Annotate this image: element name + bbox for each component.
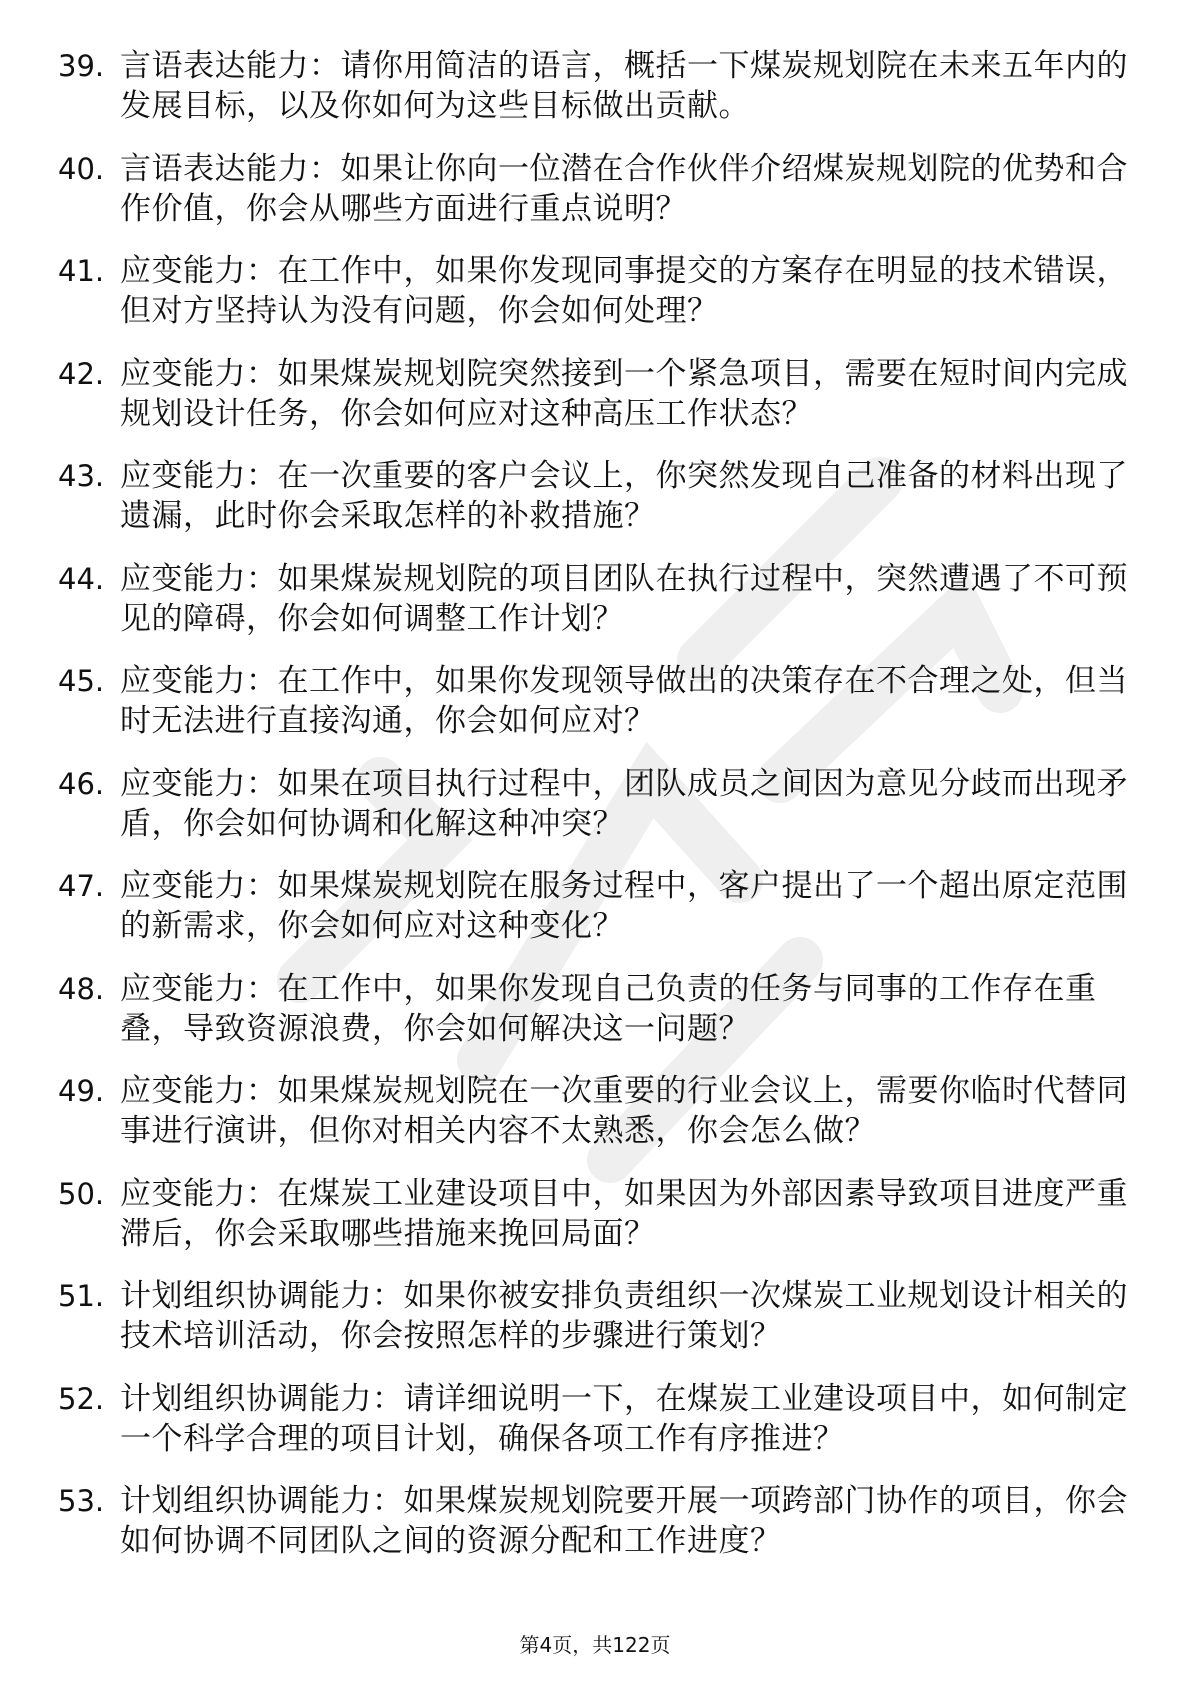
question-item-39 (58, 46, 1138, 126)
question-item-42 (58, 354, 1138, 434)
question-number: 46. (58, 766, 105, 801)
question-number: 49. (58, 1074, 105, 1108)
question-text: 计划组织协调能力：如果煤炭规划院要开展一项跨部门协作的项目，你会如何协调不同团队之间的资源分配和工作进度？ (120, 1483, 1128, 1559)
question-text: 应变能力：在工作中，如果你发现自己负责的任务与同事的工作存在重叠，导致资源浪费，你会如何解决这一问题？ (120, 970, 1097, 1047)
question-text: 应变能力：如果在项目执行过程中，团队成员之间因为意见分歧而出现矛盾，你会如何协调和化解这种冲突？ (120, 765, 1128, 842)
question-text: 应变能力：如果煤炭规划院在服务过程中，客户提出了一个超出原定范围的新需求，你会如何应对这种变化？ (120, 868, 1128, 944)
question-item-48 (58, 969, 1138, 1049)
question-number: 48. (58, 971, 105, 1006)
question-number: 53. (58, 1484, 105, 1518)
question-number: 44. (58, 561, 105, 596)
question-number: 47. (58, 869, 105, 903)
question-text: 应变能力：如果煤炭规划院的项目团队在执行过程中，突然遭遇了不可预见的障碍，你会如何调整工作计划？ (120, 560, 1128, 637)
question-item-44 (58, 559, 1138, 639)
question-text: 应变能力：在煤炭工业建设项目中，如果因为外部因素导致项目进度严重滞后，你会采取哪些措施来挽回局面？ (120, 1175, 1128, 1252)
question-item-53 (58, 1481, 1138, 1561)
page-footer: 第4页，共122页 (519, 1633, 671, 1657)
question-number: 42. (58, 356, 105, 391)
question-item-40 (58, 149, 1138, 229)
question-text: 应变能力：在工作中，如果你发现领导做出的决策存在不合理之处，但当时无法进行直接沟通，你会如何应对？ (120, 663, 1128, 739)
question-item-41 (58, 251, 1138, 331)
question-list (58, 46, 1138, 1584)
question-number: 50. (58, 1176, 105, 1211)
question-text: 言语表达能力：如果让你向一位潜在合作伙伴介绍煤炭规划院的优势和合作价值，你会从哪些方面进行重点说明？ (120, 150, 1128, 227)
question-text: 计划组织协调能力：请详细说明一下，在煤炭工业建设项目中，如何制定一个科学合理的项目计划，确保各项工作有序推进？ (120, 1380, 1128, 1457)
question-text: 应变能力：如果煤炭规划院突然接到一个紧急项目，需要在短时间内完成规划设计任务，你会如何应对这种高压工作状态？ (120, 355, 1128, 432)
question-number: 52. (58, 1381, 105, 1416)
question-number: 39. (58, 49, 105, 83)
question-number: 43. (58, 459, 105, 493)
question-text: 应变能力：在工作中，如果你发现同事提交的方案存在明显的技术错误，但对方坚持认为没有问题，你会如何处理？ (120, 253, 1128, 329)
question-text: 言语表达能力：请你用简洁的语言，概括一下煤炭规划院在未来五年内的发展目标，以及你如何为这些目标做出贡献。 (120, 48, 1128, 124)
question-item-43 (58, 456, 1138, 536)
question-number: 41. (58, 254, 105, 288)
question-item-45 (58, 661, 1138, 741)
question-item-46 (58, 764, 1138, 844)
question-item-52 (58, 1379, 1138, 1459)
question-text: 应变能力：在一次重要的客户会议上，你突然发现自己准备的材料出现了遗漏，此时你会采取怎样的补救措施？ (120, 458, 1128, 534)
question-item-49 (58, 1071, 1138, 1151)
question-number: 45. (58, 664, 105, 698)
question-number: 51. (58, 1279, 105, 1313)
question-item-50 (58, 1174, 1138, 1254)
question-item-47 (58, 866, 1138, 946)
question-text: 计划组织协调能力：如果你被安排负责组织一次煤炭工业规划设计相关的技术培训活动，你会按照怎样的步骤进行策划？ (120, 1278, 1128, 1354)
question-text: 应变能力：如果煤炭规划院在一次重要的行业会议上，需要你临时代替同事进行演讲，但你对相关内容不太熟悉，你会怎么做？ (120, 1073, 1128, 1149)
question-item-51 (58, 1276, 1138, 1356)
question-number: 40. (58, 151, 105, 186)
